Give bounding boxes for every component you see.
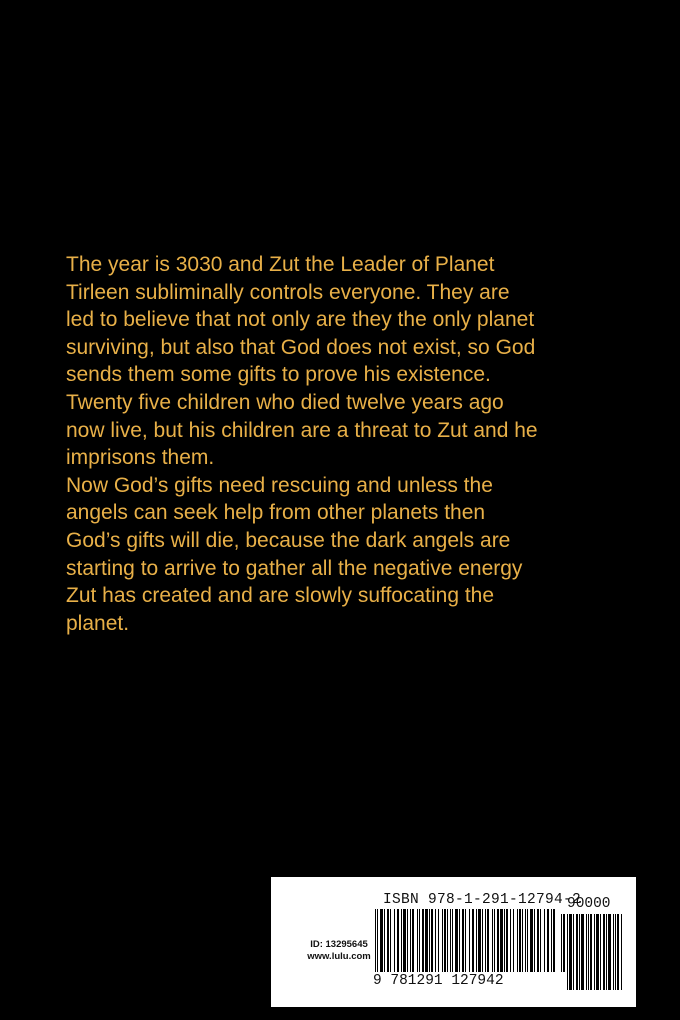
barcode-bar <box>621 914 622 990</box>
barcode-bar <box>594 914 595 990</box>
blurb-line: surviving, but also that God does not exist, so God <box>66 335 536 359</box>
blurb-line: starting to arrive to gather all the negative energy <box>66 556 523 580</box>
isbn-label: ISBN 978-1-291-12794-2 <box>383 892 582 908</box>
lulu-id-block <box>293 939 385 963</box>
barcode-bar <box>588 914 589 990</box>
barcode-bar <box>569 914 572 990</box>
barcode-bar <box>573 914 574 990</box>
barcode-bar <box>613 914 614 990</box>
barcode-bar <box>608 914 611 990</box>
barcode-digits: 9 781291 127942 <box>371 972 565 990</box>
blurb-line: The year is 3030 and Zut the Leader of Planet <box>66 253 495 276</box>
barcode-bar <box>603 914 605 990</box>
site-label: www.lulu.com <box>307 951 371 962</box>
barcode-bar <box>600 914 601 990</box>
barcode-bar <box>606 914 607 990</box>
addon-barcode-bars <box>561 914 623 990</box>
blurb-line: planet. <box>66 611 130 635</box>
barcode-bar <box>581 914 584 990</box>
blurb-line: Tirleen subliminally controls everyone. They are <box>66 280 510 304</box>
blurb-line: God’s gifts will die, because the dark angels are <box>66 528 511 552</box>
blurb-line: Twenty five children who died twelve years ago <box>66 390 504 414</box>
blurb-line: imprisons them. <box>66 446 215 470</box>
barcode-bar <box>586 914 587 990</box>
blurb-line: angels can seek help from other planets then <box>66 501 486 525</box>
barcode-bar <box>590 914 592 990</box>
barcode-bar <box>579 914 580 990</box>
blurb-line: Zut has created and are slowly suffocating the <box>66 584 495 608</box>
addon-code: 90000 <box>567 896 611 912</box>
blurb-line: now live, but his children are a threat to Zut and he <box>66 418 538 442</box>
barcode-bar <box>617 914 619 990</box>
blurb-line: led to believe that not only are they the only planet <box>66 308 535 332</box>
id-label: ID: 13295645 <box>310 939 368 950</box>
barcode-bar <box>615 914 616 990</box>
blurb-text <box>66 251 606 637</box>
barcode-bar <box>576 914 578 990</box>
blurb-line: sends them some gifts to prove his existence. <box>66 363 491 387</box>
blurb-line: Now God’s gifts need rescuing and unless the <box>66 473 493 497</box>
barcode-bar <box>596 914 599 990</box>
barcode-bar <box>567 914 568 990</box>
barcode-box <box>271 877 636 1007</box>
